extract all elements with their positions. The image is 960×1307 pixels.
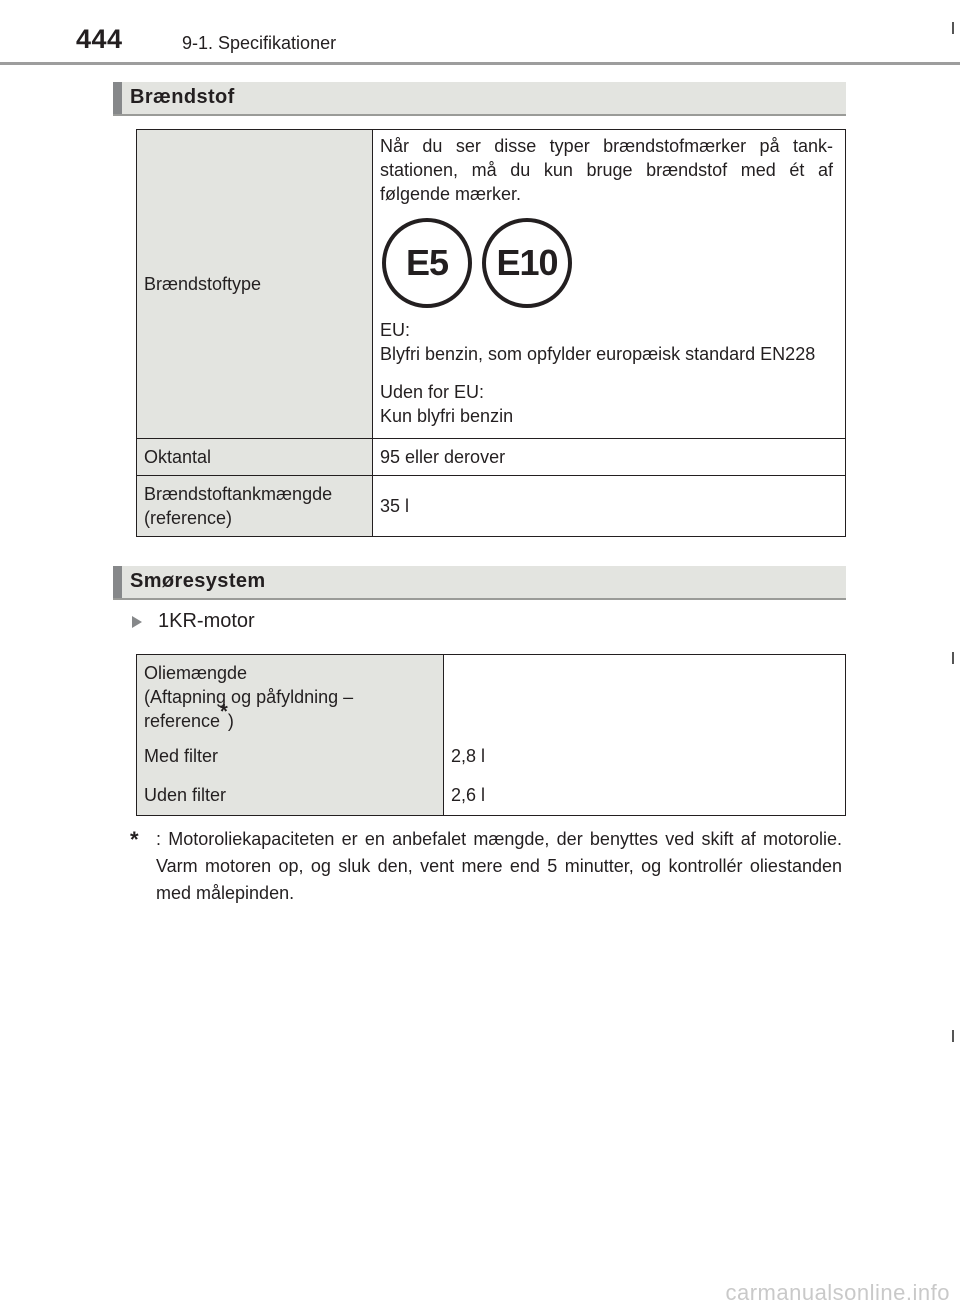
with-filter-value: 2,8 l xyxy=(444,735,846,774)
without-filter-value: 2,6 l xyxy=(444,774,846,816)
footnote xyxy=(130,826,842,907)
footnote-text: : Motoroliekapaciteten er en anbefalet mængde, der benyttes ved skift af motorolie. Varm motoren op, og sluk den, vent mere end 5 minutter, og kontrollér oliestanden med målepinden. xyxy=(156,829,842,903)
fuel-spec-table xyxy=(136,129,846,537)
table-row xyxy=(137,655,846,736)
oil-subtitle-line2 xyxy=(144,701,436,733)
with-filter-label: Med filter xyxy=(137,735,444,774)
without-filter-label: Uden filter xyxy=(137,774,444,816)
oil-spec-table xyxy=(136,654,846,816)
header-rule xyxy=(0,62,960,65)
section-title: Smøresystem xyxy=(130,570,266,592)
footnote-mark: * xyxy=(130,827,139,852)
oil-title-cell xyxy=(137,655,444,736)
tank-label-line1: Brændstoftankmængde xyxy=(144,484,333,504)
crop-mark xyxy=(952,652,954,664)
engine-label: 1KR-motor xyxy=(158,610,255,632)
non-eu-label: Uden for EU: xyxy=(380,382,485,402)
section-bar xyxy=(113,82,122,114)
page-number: 444 xyxy=(76,24,123,54)
tank-label-line2: (reference) xyxy=(144,508,233,528)
fuel-type-label: Brændstoftype xyxy=(137,130,373,439)
table-row xyxy=(137,130,846,439)
engine-bullet xyxy=(132,610,255,633)
chapter-title: 9-1. Specifikationer xyxy=(182,33,337,53)
eu-text: Blyfri benzin, som opfylder europæisk standard EN228 xyxy=(380,344,816,364)
tank-label xyxy=(137,476,373,537)
table-row xyxy=(137,476,846,537)
fuel-marks xyxy=(382,218,833,308)
section-bar xyxy=(113,566,122,598)
fuel-type-intro: Når du ser disse typer brændstofmærker på tank-stationen, må du kun bruge brændstof med ét af følgende mærker. xyxy=(380,136,833,204)
section-title: Brændstof xyxy=(130,86,235,108)
oil-subtitle-line1: (Aftapning og påfyldning – xyxy=(144,687,354,707)
page-header xyxy=(0,0,960,66)
triangle-bullet-icon xyxy=(132,616,142,628)
watermark: carmanualsonline.info xyxy=(725,1280,950,1305)
tank-value: 35 l xyxy=(373,476,846,537)
section-heading-fuel xyxy=(113,82,846,116)
footnote-star: * xyxy=(220,701,228,723)
eu-label: EU: xyxy=(380,320,411,340)
table-row xyxy=(137,439,846,476)
crop-mark xyxy=(952,22,954,34)
fuel-type-value xyxy=(373,130,846,439)
fuel-mark-e10-icon: E10 xyxy=(482,218,572,308)
section-heading-lube xyxy=(113,566,846,600)
crop-mark xyxy=(952,1030,954,1042)
table-row xyxy=(137,735,846,774)
fuel-mark-e5-icon: E5 xyxy=(382,218,472,308)
oil-subtitle-text: reference xyxy=(144,711,221,731)
octane-label: Oktantal xyxy=(137,439,373,476)
octane-value: 95 eller derover xyxy=(373,439,846,476)
oil-title-value xyxy=(444,655,846,736)
oil-subtitle-close: ) xyxy=(227,711,234,731)
table-row xyxy=(137,774,846,816)
oil-title: Oliemængde xyxy=(144,663,248,683)
non-eu-text: Kun blyfri benzin xyxy=(380,406,514,426)
